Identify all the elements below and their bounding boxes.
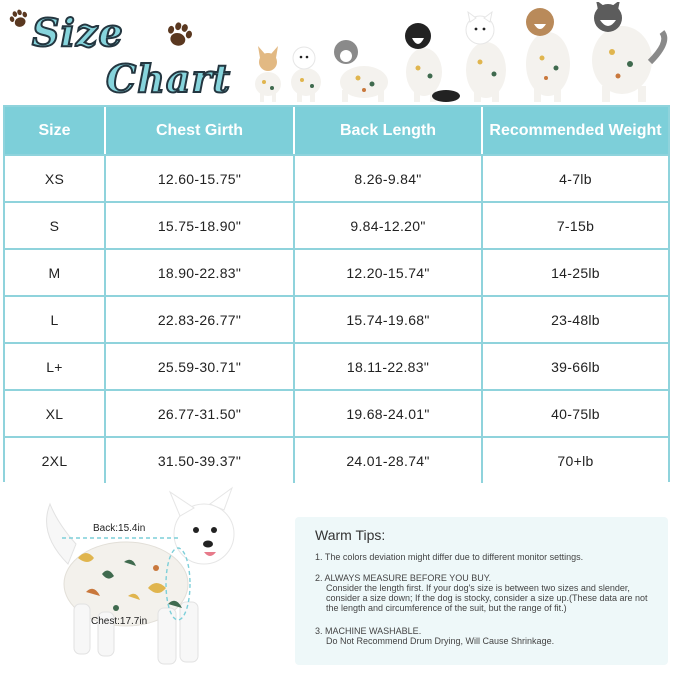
dog-figure-l <box>405 23 460 102</box>
weight-cell: 14-25lb <box>551 264 600 281</box>
table-row <box>5 389 668 436</box>
dog-lineup-photo <box>246 2 679 104</box>
tip-text: Do Not Recommend Drum Drying, Will Cause Shrinkage. <box>326 636 555 646</box>
weight-cell: 23-48lb <box>551 311 600 328</box>
column-header-recommended-weight: Recommended Weight <box>489 122 662 139</box>
weight-cell: 40-75lb <box>551 405 600 422</box>
table-row <box>5 248 668 295</box>
tip-item <box>315 552 655 562</box>
column-header-size: Size <box>5 107 106 154</box>
title-chart: Chart <box>106 56 232 101</box>
measurement-diagram <box>28 484 268 674</box>
tip-text: 1. The colors deviation might differ due to different monitor settings. <box>315 552 584 562</box>
chest-girth-cell: 31.50-39.37" <box>106 438 295 483</box>
table-row <box>5 436 668 483</box>
back-length-cell: 19.68-24.01" <box>295 391 483 436</box>
weight-cell: 4-7lb <box>559 170 592 187</box>
tip-heading: 2. ALWAYS MEASURE BEFORE YOU BUY. <box>315 573 492 583</box>
dog-figure-2xl <box>592 2 664 102</box>
size-cell: M <box>5 250 106 295</box>
back-length-cell: 9.84-12.20" <box>295 203 483 248</box>
back-length-cell: 18.11-22.83" <box>295 344 483 389</box>
title-size: Size <box>32 10 124 55</box>
weight-cell: 70+lb <box>557 452 594 469</box>
paw-print-icon <box>5 5 33 33</box>
dog-figure-l-plus <box>466 12 506 102</box>
warm-tips-title: Warm Tips: <box>315 527 386 543</box>
tip-item <box>315 626 655 646</box>
chest-girth-cell: 26.77-31.50" <box>106 391 295 436</box>
table-row <box>5 201 668 248</box>
chest-girth-cell: 18.90-22.83" <box>106 250 295 295</box>
table-header-row <box>5 107 668 154</box>
column-header-back-length: Back Length <box>295 107 483 154</box>
size-chart-header <box>0 0 679 104</box>
chest-measurement-label: Chest:17.7in <box>91 616 148 627</box>
size-cell: L <box>5 297 106 342</box>
chest-girth-cell: 12.60-15.75" <box>106 156 295 201</box>
size-table <box>3 105 670 482</box>
table-row <box>5 295 668 342</box>
size-cell: L+ <box>5 344 106 389</box>
dog-figure-m <box>334 40 388 102</box>
back-length-cell: 12.20-15.74" <box>295 250 483 295</box>
back-length-cell: 8.26-9.84" <box>295 156 483 201</box>
dog-figure-xl <box>526 8 570 102</box>
tip-text: Consider the length first. If your dog's size is between two sizes and slender, consider a size down; If the dog is stocky, consider a size up.(These data are not the length and circumference of the suit, but the range of fit.) <box>326 583 648 613</box>
chest-girth-cell: 15.75-18.90" <box>106 203 295 248</box>
warm-tips-box <box>295 517 668 665</box>
size-cell: XS <box>5 156 106 201</box>
dog-figure-xs <box>255 46 281 102</box>
size-cell: 2XL <box>5 438 106 483</box>
tip-heading: 3. MACHINE WASHABLE. <box>315 626 422 636</box>
column-header-chest-girth: Chest Girth <box>106 107 295 154</box>
table-row <box>5 154 668 201</box>
paw-print-icon <box>161 17 198 54</box>
chest-girth-cell: 22.83-26.77" <box>106 297 295 342</box>
back-length-cell: 15.74-19.68" <box>295 297 483 342</box>
back-length-cell: 24.01-28.74" <box>295 438 483 483</box>
size-cell: XL <box>5 391 106 436</box>
weight-cell: 39-66lb <box>551 358 600 375</box>
table-row <box>5 342 668 389</box>
dog-figure-s <box>291 47 321 102</box>
size-cell: S <box>5 203 106 248</box>
measured-dog-photo <box>28 484 268 674</box>
weight-cell: 7-15b <box>556 217 595 234</box>
tip-item <box>315 573 655 613</box>
back-measurement-label: Back:15.4in <box>93 523 146 534</box>
chest-girth-cell: 25.59-30.71" <box>106 344 295 389</box>
